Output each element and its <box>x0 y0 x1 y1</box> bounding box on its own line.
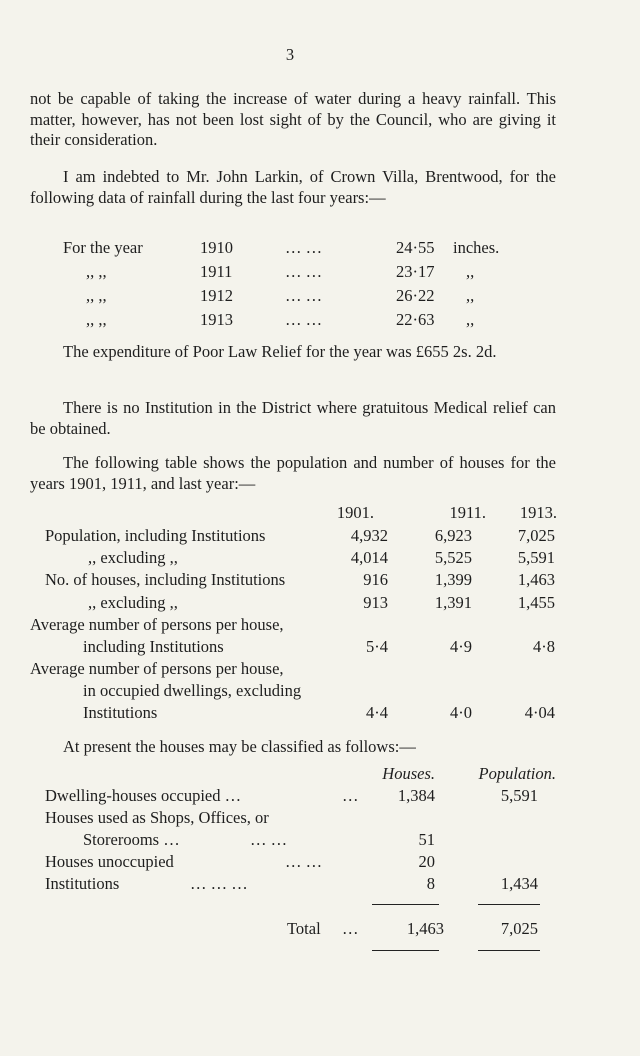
total-rule <box>372 950 439 951</box>
column-header: Houses. <box>382 764 435 783</box>
paragraph-poor-law: The expenditure of Poor Law Relief for the year was £655 2s. 2d. <box>63 342 497 361</box>
column-header: 1913. <box>519 503 557 522</box>
document-page: 3 not be capable of taking the increase of water during a heavy rainfall. This matter, however, has not been lost sight of by the Council, who are giving it their consideration. I am indebted to Mr. John Larkin, of Crown Villa, Brentwood, for the following data of rainfall during the last four years:— For the year 1910 … … 24·55 inches. ,, ,, 1911 … … 23·17 ,, ,, ,, 1912 … … 26·22 ,, ,, ,, 1913 … … 22·63 ,, The expenditure of Poor Law Relief for the year was £655 2s. 2d. There is no Institution in the District where gratuitous Medical relief can be obtained. The following table shows the population and number of houses for the years 1901, 1911, and last year:— 1901. 1911. 1913. Population, including Institutions 4,932 6,923 7,025 ,, excluding ,, 4,014 5,525 5,591 No. of houses, including Institutions 916 1,399 1,463 ,, excluding ,, 913 1,391 1,455 Average number of persons per house, including Institutions 5·4 4·9 4·8 Average number of persons per house, in occupied dwellings, excluding Institutions 4·4 4·0 4·04 At present the houses may be classified as follows:— Houses. Population. Dwelling-houses occupied … … 1,384 5,591 Houses used as Shops, Offices, or Storerooms … … … 51 Houses unoccupied … … 20 Institutions … … … 8 1,434 Total … 1,463 7,025 <box>0 0 640 1056</box>
paragraph-classification-intro: At present the houses may be classified as follows:— <box>63 737 416 756</box>
page-number: 3 <box>285 45 295 64</box>
paragraph-medical-relief: There is no Institution in the District where gratuitous Medical relief can be obtained. <box>30 398 556 438</box>
paragraph-table-intro: The following table shows the population and number of houses for the years 1901, 1911, and last year:— <box>30 453 556 493</box>
sum-rule <box>478 904 540 905</box>
paragraph-rainfall-intro: I am indebted to Mr. John Larkin, of Crown Villa, Brentwood, for the following data of rainfall during the last four years:— <box>30 167 556 207</box>
paragraph-drainage: not be capable of taking the increase of water during a heavy rainfall. This matter, however, has not been lost sight of by the Council, who are giving it their consideration. <box>30 89 556 149</box>
column-header: 1911. <box>449 503 486 522</box>
total-rule <box>478 950 540 951</box>
column-header: 1901. <box>336 503 374 522</box>
column-header: Population. <box>478 764 556 783</box>
sum-rule <box>372 904 439 905</box>
